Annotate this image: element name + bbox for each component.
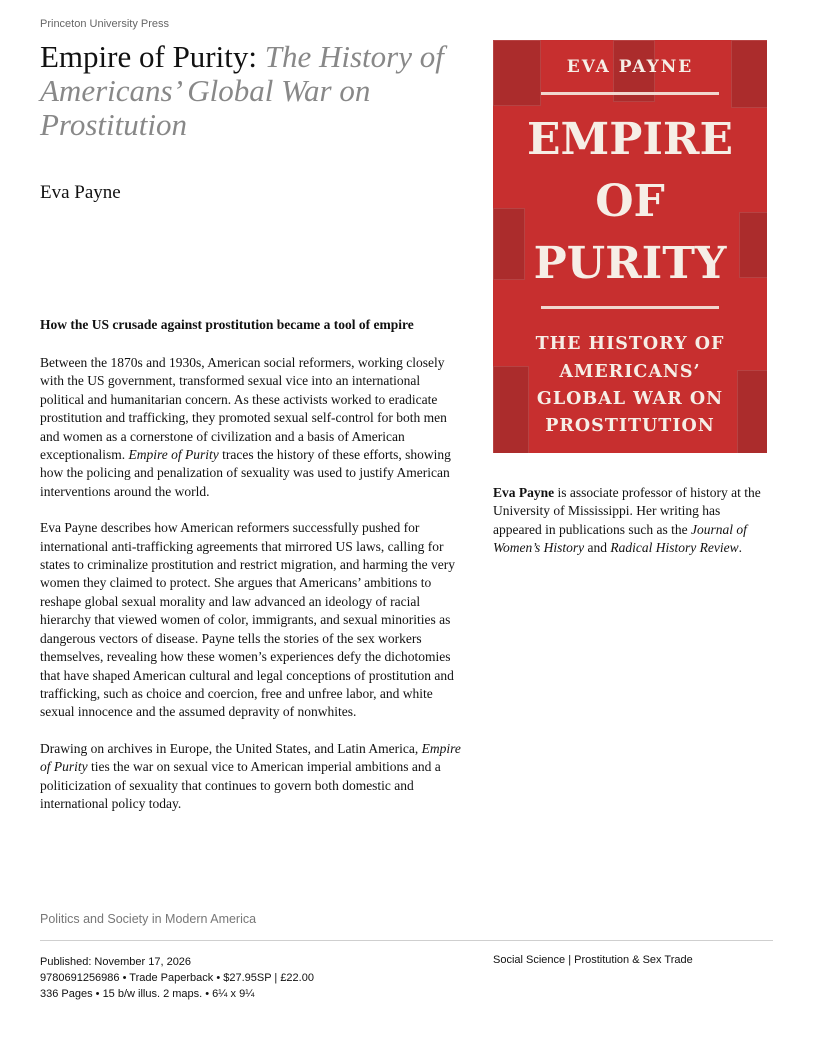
description-text: Drawing on archives in Europe, the United States, and Latin America, — [40, 740, 422, 756]
book-description — [40, 354, 466, 831]
cover-subtitle-line3: GLOBAL WAR ON — [536, 389, 724, 409]
description-book-title: Empire of Purity — [40, 740, 461, 775]
cover-title-line2: OF — [595, 176, 665, 227]
footer-divider — [40, 940, 773, 941]
cover-title-line1: EMPIRE — [526, 114, 733, 165]
description-text: Between the 1870s and 1930s, American social reformers, working closely with the US government, transformed sexual vice into an international political and humanitarian concern. As these activists worked to eradicate prostitution and trafficking, they promoted sexual self-control for both men and women as a cornerstone of civilization and a basis of American exceptionalism. — [40, 355, 447, 463]
publisher-name: Princeton University Press — [40, 18, 169, 30]
description-paragraph — [40, 740, 466, 814]
bio-text: . — [738, 540, 742, 556]
series-name: Politics and Society in Modern America — [40, 912, 257, 926]
subject-categories: Social Science | Prostitution & Sex Trade — [493, 954, 693, 966]
publication-details — [40, 954, 314, 1002]
book-cover — [493, 40, 767, 453]
page-count: 336 Pages • 15 b/w illus. 2 maps. • 6¼ x 9¼ — [40, 988, 255, 1000]
description-paragraph — [40, 354, 466, 501]
cover-subtitle-line1: THE HISTORY OF — [535, 334, 725, 354]
cover-subtitle-line4: PROSTITUTION — [545, 416, 715, 436]
bio-author-name: Eva Payne — [493, 485, 555, 500]
author-name: Eva Payne — [40, 182, 121, 203]
cover-rule-bottom — [541, 306, 719, 309]
cover-title-line3: PURITY — [533, 238, 727, 289]
cover-rule-top — [541, 92, 719, 95]
bio-text: and — [584, 540, 611, 556]
description-paragraph: Eva Payne describes how American reformers successfully pushed for international anti-trafficking agreements that mirrored US laws, calling for states to criminalize prostitution and restrict migration, and harming the very women they claimed to protect. She argues that Americans’ ambitions to reshape global sexual morality and law advanced an ideology of racial hierarchy that viewed women of color, immigrants, and sexual minorities as dangerous vectors of disease. Payne tells the stories of the sex workers themselves, revealing how these women’s experiences defy the dichotomies that have shaped American cultural and legal conceptions of prostitution and trafficking, such as choice and coercion, free and unfree labor, and white sexual innocence and the assumed depravity of nonwhites. — [40, 520, 456, 720]
cover-subtitle-line2: AMERICANS’ — [559, 362, 701, 382]
description-text: traces the history of these efforts, showing how the policing and penalization of sexuality was used to justify American interventions around the world. — [40, 447, 451, 499]
title-subtitle: The History of Americans’ Global War on Prostitution — [40, 39, 444, 142]
isbn-price: 9780691256986 • Trade Paperback • $27.95SP | £22.00 — [40, 972, 314, 984]
description-text: ties the war on sexual vice to American imperial ambitions and a politicization of sexuality that continues to govern both domestic and international policy today. — [40, 759, 441, 811]
description-book-title: Empire of Purity — [128, 447, 219, 463]
book-title — [40, 40, 460, 142]
bio-text: is associate professor of history at the University of Mississippi. Her writing has appeared in publications such as the — [493, 485, 761, 537]
author-bio — [493, 484, 771, 558]
book-tagline: How the US crusade against prostitution became a tool of empire — [40, 317, 414, 332]
title-main: Empire of Purity: — [40, 39, 257, 74]
publish-date: Published: November 17, 2026 — [40, 956, 192, 968]
bio-journal: Radical History Review — [610, 540, 739, 556]
bio-journal: Journal of Women’s History — [493, 521, 747, 556]
cover-author: EVA PAYNE — [566, 57, 694, 77]
